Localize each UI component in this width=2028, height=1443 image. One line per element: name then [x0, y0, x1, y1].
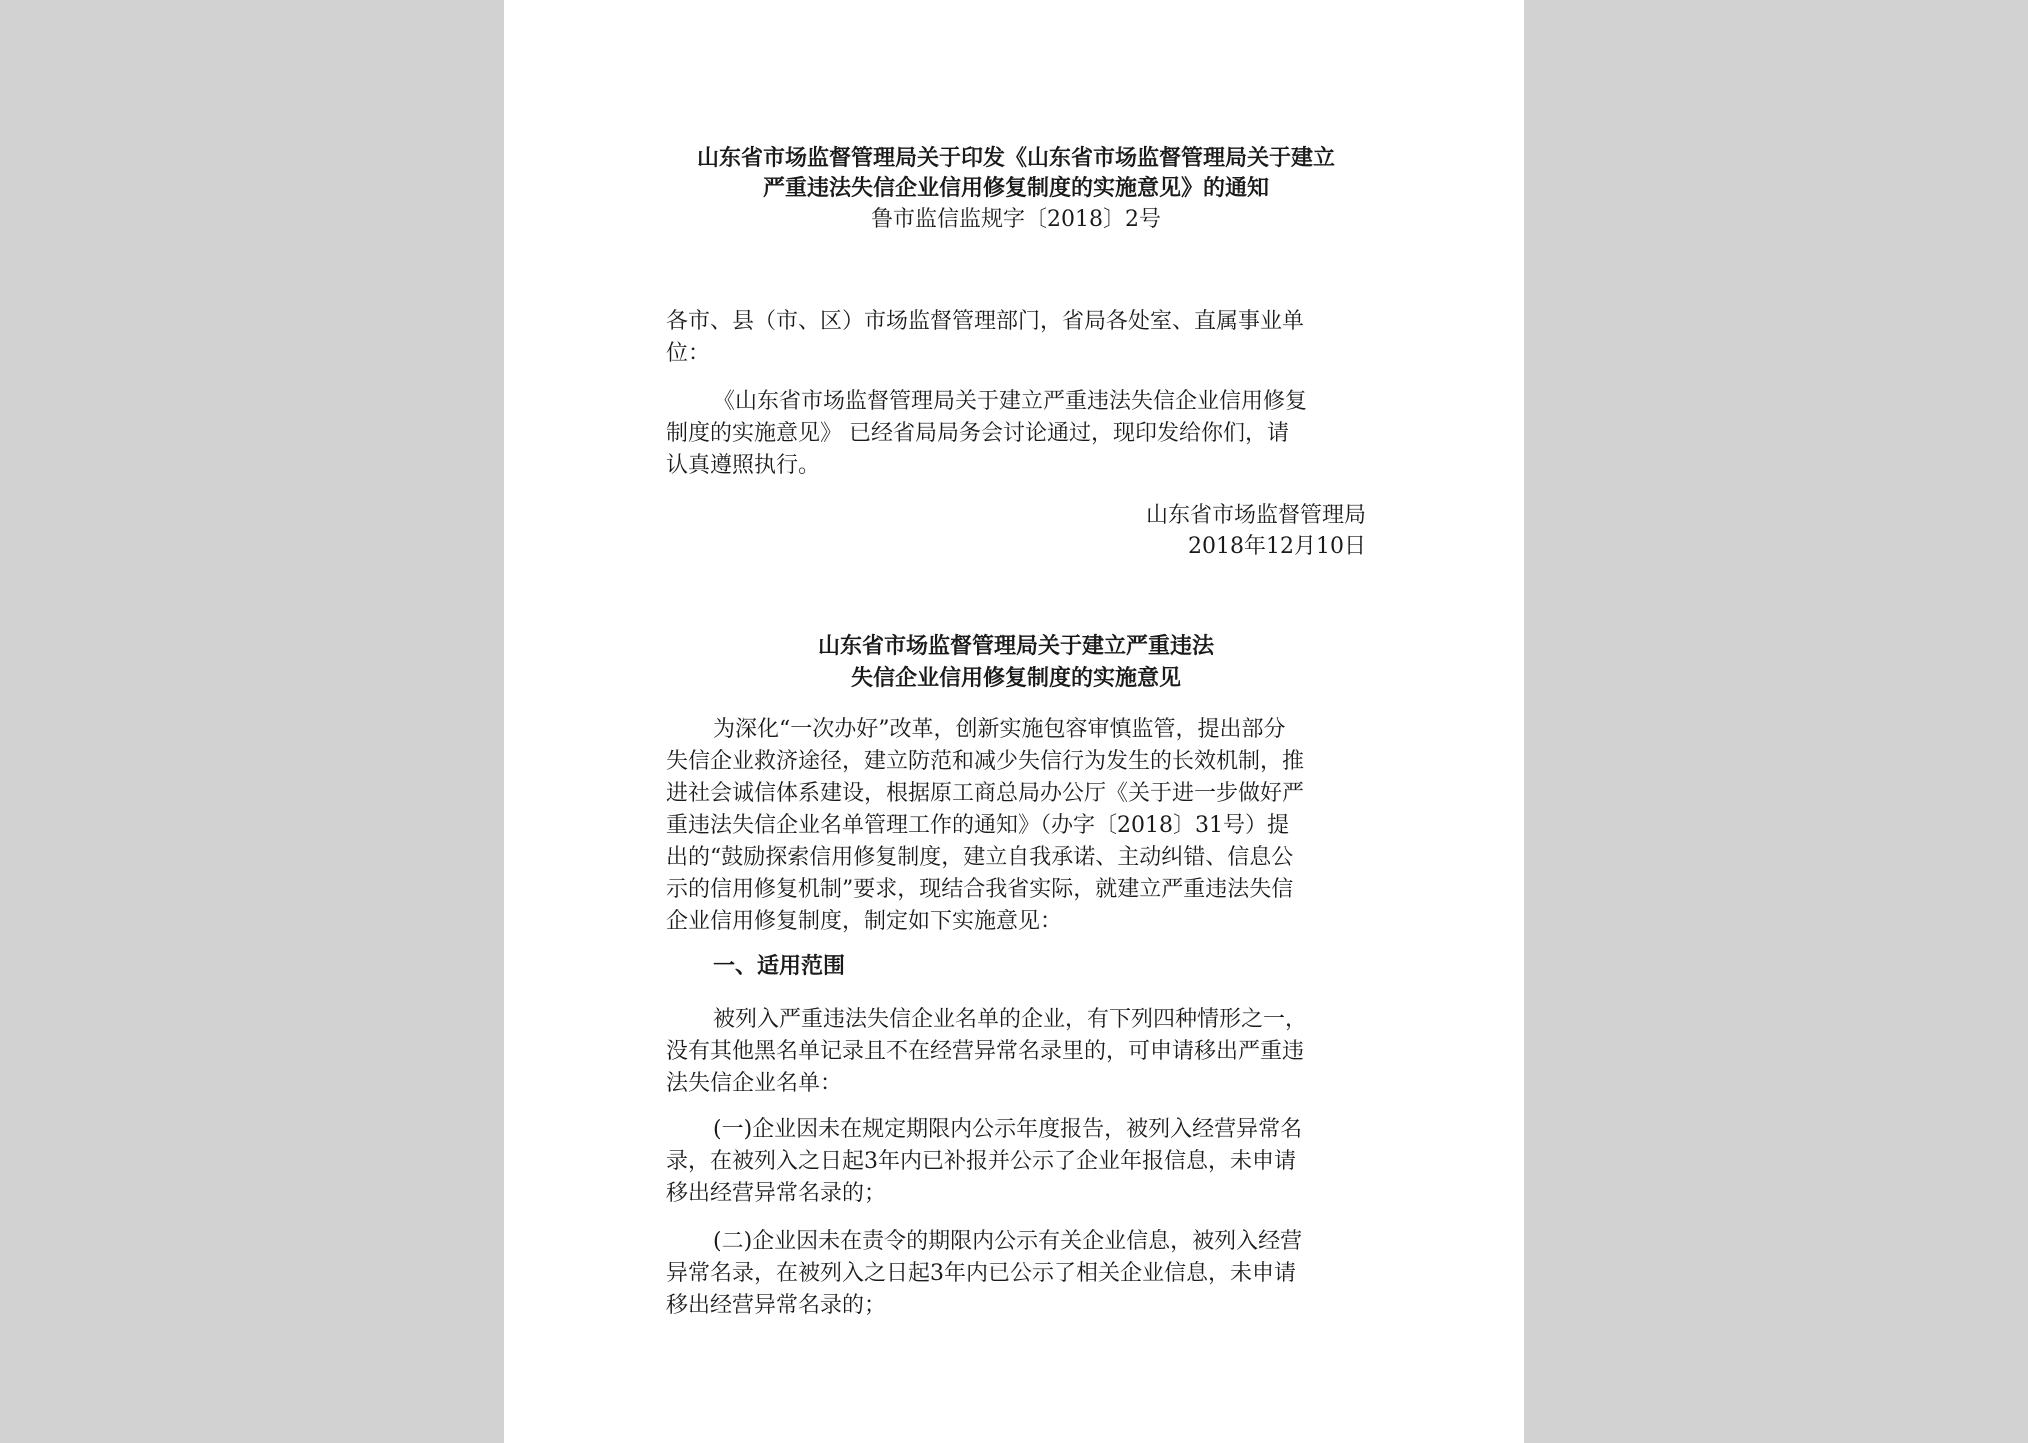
intro-line-6: 示的信用修复机制”要求，现结合我省实际，就建立严重违法失信	[666, 877, 1294, 902]
section1-line-1: 被列入严重违法失信企业名单的企业，有下列四种情形之一，	[713, 1007, 1308, 1032]
intro-line-2: 失信企业救济途径，建立防范和减少失信行为发生的长效机制，推	[666, 749, 1305, 774]
document-number: 鲁市监信监规字〔2018〕2号	[871, 207, 1161, 232]
intro-line-3: 进社会诚信体系建设，根据原工商总局办公厅《关于进一步做好严	[666, 781, 1305, 806]
opinion-title-line-1: 山东省市场监督管理局关于建立严重违法	[817, 633, 1214, 659]
section1-line-2: 没有其他黑名单记录且不在经营异常名录里的，可申请移出严重违	[666, 1039, 1305, 1064]
item2-line-2: 异常名录，在被列入之日起3年内已公示了相关企业信息，未申请	[666, 1261, 1296, 1286]
recipients-line-2: 位：	[666, 341, 711, 366]
intro-line-5: 出的“鼓励探索信用修复制度，建立自我承诺、主动纠错、信息公	[666, 845, 1294, 870]
item2-line-1: (二)企业因未在责令的期限内公示有关企业信息，被列入经营	[713, 1229, 1303, 1254]
section1-line-3: 法失信企业名单：	[666, 1071, 843, 1096]
notice-body-line-2: 制度的实施意见》 已经省局局务会讨论通过，现印发给你们，请	[666, 421, 1289, 446]
document-page	[504, 0, 1524, 1443]
section-heading-scope: 一、适用范围	[713, 953, 846, 979]
item1-line-1: (一)企业因未在规定期限内公示年度报告，被列入经营异常名	[713, 1117, 1303, 1142]
issuer-signature: 山东省市场监督管理局	[1145, 503, 1366, 528]
intro-line-1: 为深化“一次办好”改革，创新实施包容审慎监管，提出部分	[713, 717, 1286, 742]
opinion-title-line-2: 失信企业信用修复制度的实施意见	[850, 665, 1181, 691]
notice-title-line-1: 山东省市场监督管理局关于印发《山东省市场监督管理局关于建立	[696, 145, 1335, 171]
issue-date: 2018年12月10日	[1188, 534, 1366, 559]
intro-line-4: 重违法失信企业名单管理工作的通知》（办字〔2018〕31号）提	[666, 813, 1289, 838]
notice-body-line-1: 《山东省市场监督管理局关于建立严重违法失信企业信用修复	[713, 389, 1308, 414]
item2-line-3: 移出经营异常名录的；	[666, 1293, 887, 1318]
notice-title-line-2: 严重违法失信企业信用修复制度的实施意见》的通知	[762, 175, 1269, 201]
notice-body-line-3: 认真遵照执行。	[666, 453, 821, 478]
recipients-line-1: 各市、县（市、区）市场监督管理部门，省局各处室、直属事业单	[666, 309, 1305, 334]
item1-line-2: 录，在被列入之日起3年内已补报并公示了企业年报信息，未申请	[666, 1149, 1296, 1174]
intro-line-7: 企业信用修复制度，制定如下实施意见：	[666, 909, 1063, 934]
item1-line-3: 移出经营异常名录的；	[666, 1181, 887, 1206]
